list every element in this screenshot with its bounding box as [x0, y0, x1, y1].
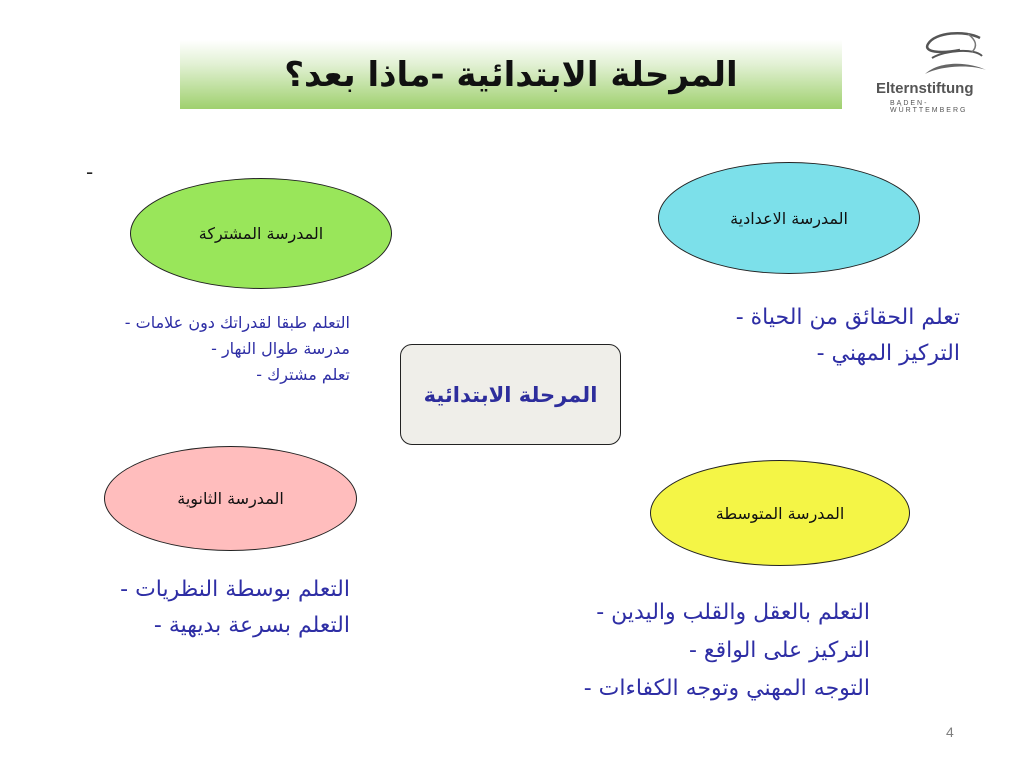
logo-name: Elternstiftung: [876, 80, 974, 97]
list-item: التعلم بالعقل والقلب واليدين -: [596, 600, 870, 625]
slide-title: المرحلة الابتدائية -ماذا بعد؟: [284, 54, 738, 95]
list-item: التعلم بوسطة النظريات -: [120, 577, 350, 602]
elternstiftung-logo: [876, 30, 1001, 120]
logo-subtitle: BADEN-WÜRTTEMBERG: [890, 100, 968, 114]
school-label: المدرسة المشتركة: [198, 224, 324, 243]
school-ellipse-bottom-right: [650, 460, 910, 566]
bullets-bottom-left: [30, 572, 350, 644]
title-banner: [180, 40, 842, 109]
center-label: المرحلة الابتدائية: [423, 382, 598, 407]
stray-dash: -: [86, 160, 94, 184]
bullets-bottom-right: [470, 594, 870, 708]
list-item: التركيز على الواقع -: [688, 638, 870, 663]
list-item: تعلم مشترك -: [256, 365, 350, 384]
school-label: المدرسة الاعدادية: [730, 208, 848, 228]
logo-swoosh-icon: [920, 30, 990, 80]
school-label: المدرسة المتوسطة: [715, 503, 845, 523]
bullets-top-left: [30, 310, 350, 388]
school-label: المدرسة الثانوية: [177, 489, 284, 508]
list-item: التوجه المهني وتوجه الكفاءات -: [583, 676, 870, 701]
list-item: التعلم بسرعة بديهية -: [153, 613, 350, 638]
school-ellipse-top-left: [130, 178, 392, 289]
list-item: تعلم الحقائق من الحياة -: [735, 305, 960, 330]
school-ellipse-top-right: [658, 162, 920, 274]
page-number: 4: [946, 724, 954, 740]
center-box-primary-stage: [400, 344, 621, 445]
bullets-top-right: [640, 300, 960, 372]
list-item: التركيز المهني -: [816, 341, 960, 366]
list-item: التعلم طبقا لقدراتك دون علامات -: [124, 313, 350, 332]
list-item: مدرسة طوال النهار -: [211, 339, 350, 358]
school-ellipse-bottom-left: [104, 446, 357, 551]
